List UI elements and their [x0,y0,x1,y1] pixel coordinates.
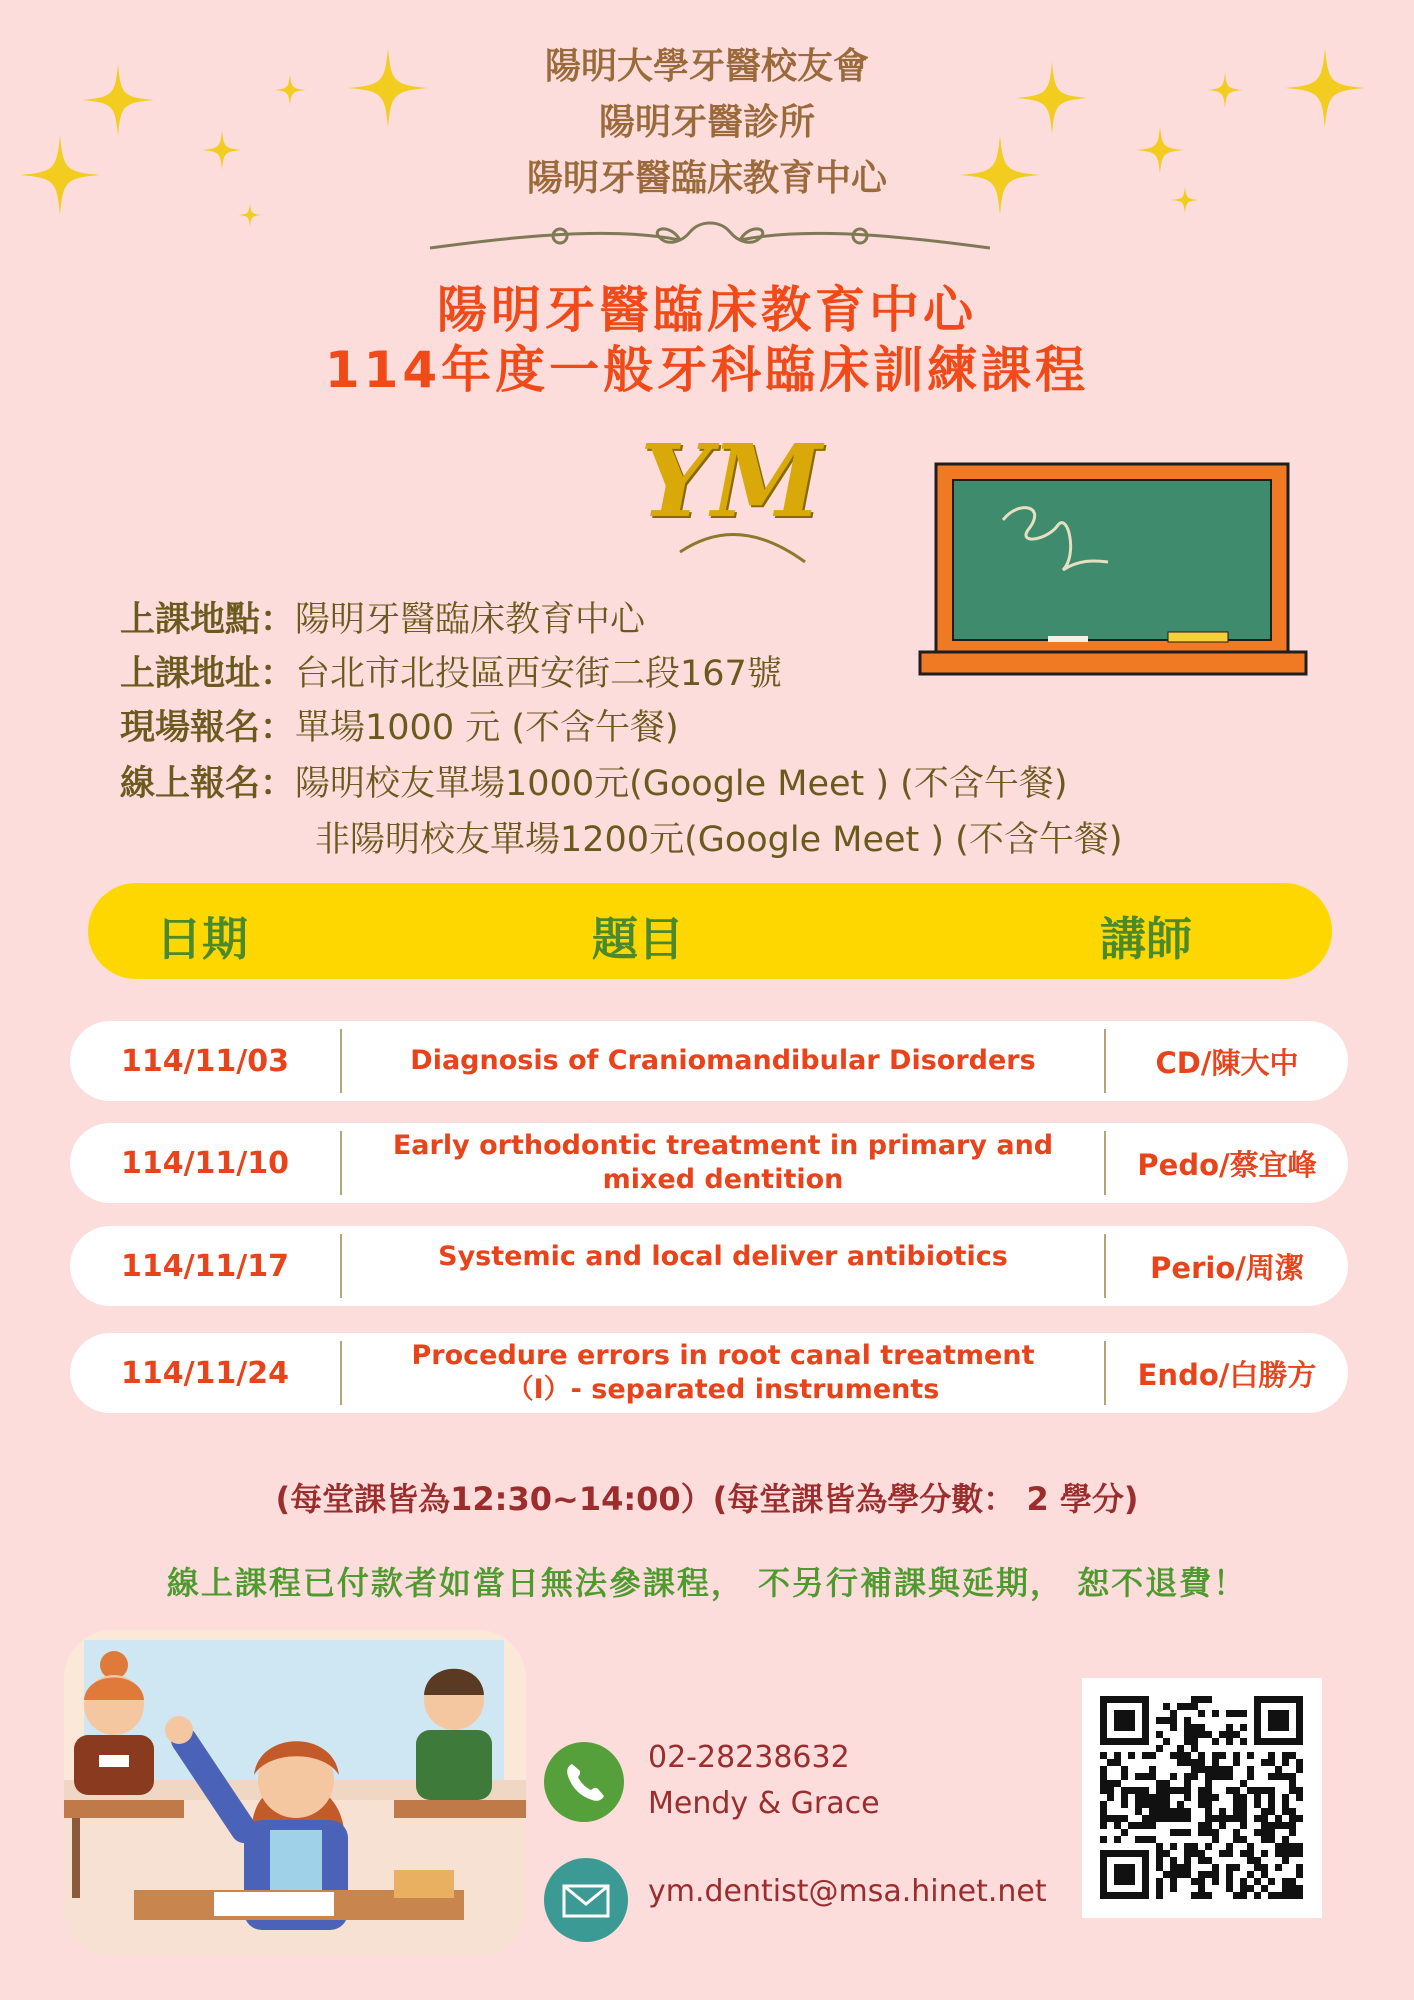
organizer-1: 陽明大學牙醫校友會 [544,46,869,87]
info-online-registration-nonalumni [315,812,1122,862]
title-line-1: 陽明牙醫臨床教育中心 [437,281,977,339]
row-lecturer: CD/陳大中 [1155,1045,1299,1080]
row-lecturer: Perio/周潔 [1150,1250,1304,1285]
info-online-nonalumni-value: 非陽明校友單場1200元(Google Meet ) (不含午餐) [315,820,1123,860]
table-row [70,1226,1348,1306]
phone-icon [544,1742,624,1822]
info-online-registration [120,756,1068,806]
row-date: 114/11/10 [120,1145,290,1181]
info-online-value: 陽明校友單場1000元(Google Meet ) (不含午餐) [295,764,1068,804]
info-address-label: 上課地址： [120,654,296,694]
table-header [88,883,1332,979]
contact-names: Mendy & Grace [648,1786,880,1821]
info-location-label: 上課地點： [120,600,296,640]
row-topic: Early orthodontic treatment in primary and mixed dentition [392,1130,1054,1195]
envelope-icon [544,1858,628,1942]
header-topic: 題目 [592,912,684,966]
ym-logo [640,412,823,572]
info-onsite-label: 現場報名： [120,708,296,748]
refund-warning: 線上課程已付款者如當日無法參課程， 不另行補課與延期， 恕不退費！ [166,1564,1248,1602]
contact-phone: 02-28238632 [648,1740,850,1775]
info-online-label: 線上報名： [120,764,296,804]
title-line-2: 114年度一般牙科臨床訓練課程 [324,341,1090,399]
info-location [120,592,645,642]
info-onsite-registration [120,700,679,750]
header-date: 日期 [156,912,248,966]
info-onsite-value: 單場1000 元 (不含午餐) [295,708,679,748]
info-address [120,646,782,696]
classroom-illustration [64,1630,526,1956]
qr-code[interactable] [1082,1678,1322,1918]
row-topic: Systemic and local deliver antibiotics [438,1241,1008,1272]
header-lecturer: 講師 [1100,912,1192,966]
logo-text: YM [640,422,823,540]
swirl-divider [420,218,1000,258]
row-topic: Diagnosis of Craniomandibular Disorders [410,1045,1036,1076]
info-address-value: 台北市北投區西安街二段167號 [295,654,782,694]
row-lecturer: Pedo/蔡宜峰 [1137,1147,1317,1182]
table-row [70,1021,1348,1101]
schedule-note: (每堂課皆為12:30~14:00）(每堂課皆為學分數： 2 學分) [275,1480,1139,1518]
row-date: 114/11/24 [120,1355,290,1391]
row-lecturer: Endo/白勝方 [1137,1357,1317,1392]
organizer-2: 陽明牙醫診所 [598,102,815,143]
organizer-3: 陽明牙醫臨床教育中心 [526,158,887,199]
chalkboard-illustration [918,460,1308,685]
row-date: 114/11/03 [120,1043,290,1079]
contact-email[interactable]: ym.dentist@msa.hinet.net [648,1874,1047,1909]
info-location-value: 陽明牙醫臨床教育中心 [295,600,646,640]
row-topic: Procedure errors in root canal treatment （Ⅰ）- separated instruments [411,1340,1035,1405]
qr-code-pattern [1082,1678,1322,1918]
row-date: 114/11/17 [120,1248,290,1284]
table-row [70,1123,1348,1203]
table-row [70,1333,1348,1413]
